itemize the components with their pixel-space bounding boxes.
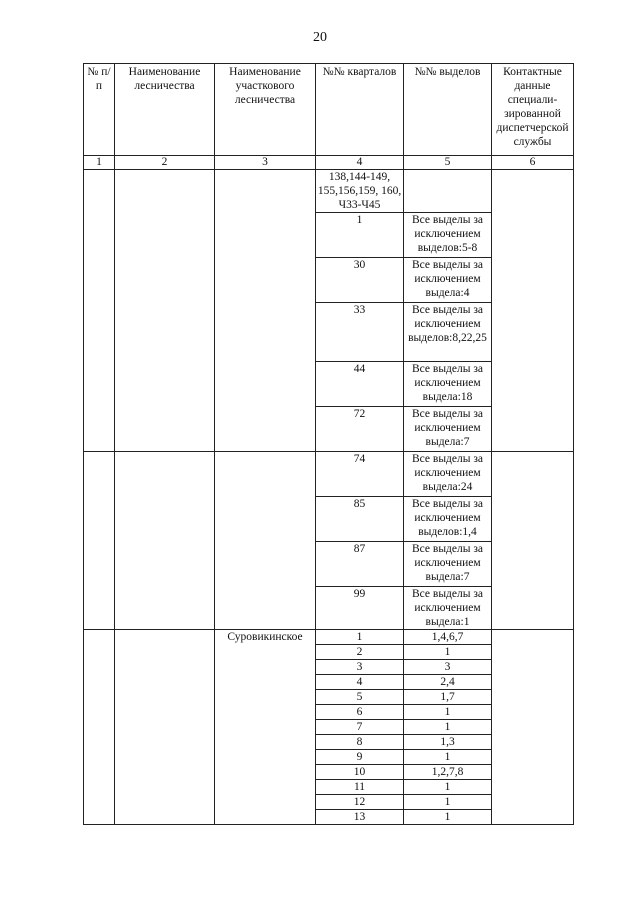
column-number: 3 [215, 156, 316, 170]
quarter-cell: 99 [316, 587, 404, 630]
division-cell: Все выделы за исключением выдела:7 [404, 542, 492, 587]
quarter-cell: 85 [316, 497, 404, 542]
forestry-cell [115, 170, 215, 452]
index-cell [84, 170, 115, 452]
table-row [84, 630, 574, 645]
index-cell [84, 452, 115, 630]
quarter-cell: 9 [316, 750, 404, 765]
quarter-cell: 6 [316, 705, 404, 720]
column-number: 6 [492, 156, 574, 170]
quarter-cell: 72 [316, 407, 404, 452]
quarter-cell: 13 [316, 810, 404, 825]
division-cell: 1 [404, 645, 492, 660]
division-cell: 1,3 [404, 735, 492, 750]
quarter-cell: 3 [316, 660, 404, 675]
division-cell: Все выделы за исключением выделов:1,4 [404, 497, 492, 542]
quarter-cell: 11 [316, 780, 404, 795]
quarter-cell: 1 [316, 630, 404, 645]
header-cell: №№ кварталов [316, 64, 404, 156]
contact-cell [492, 452, 574, 630]
quarter-cell: 1 [316, 213, 404, 258]
division-cell: 1 [404, 720, 492, 735]
index-cell [84, 630, 115, 825]
table-body [84, 170, 574, 825]
table-row [84, 452, 574, 497]
quarter-cell: 5 [316, 690, 404, 705]
header-cell: Наименование участкового лесничества [215, 64, 316, 156]
district-cell [215, 170, 316, 452]
division-cell: Все выделы за исключением выделов:8,22,25 [404, 303, 492, 362]
division-cell: Все выделы за исключением выдела:7 [404, 407, 492, 452]
division-cell: 1 [404, 750, 492, 765]
header-cell: № п/п [84, 64, 115, 156]
header-cell: Наименование лесничества [115, 64, 215, 156]
district-cell: Суровикинское [215, 630, 316, 825]
division-cell: 2,4 [404, 675, 492, 690]
column-number: 4 [316, 156, 404, 170]
quarter-cell: 12 [316, 795, 404, 810]
header-row [84, 64, 574, 156]
quarter-cell: 33 [316, 303, 404, 362]
column-number: 2 [115, 156, 215, 170]
contact-cell [492, 630, 574, 825]
forestry-cell [115, 452, 215, 630]
quarter-cell: 7 [316, 720, 404, 735]
quarter-cell: 8 [316, 735, 404, 750]
page-number: 20 [313, 30, 327, 45]
division-cell: 1 [404, 810, 492, 825]
contact-cell [492, 170, 574, 452]
quarter-cell: 4 [316, 675, 404, 690]
district-cell [215, 452, 316, 630]
division-cell: Все выделы за исключением выдела:1 [404, 587, 492, 630]
division-cell [404, 170, 492, 213]
header-cell: №№ выделов [404, 64, 492, 156]
division-cell: 1,4,6,7 [404, 630, 492, 645]
division-cell: 1,7 [404, 690, 492, 705]
table-row [84, 170, 574, 213]
quarter-cell: 10 [316, 765, 404, 780]
forestry-cell [115, 630, 215, 825]
quarter-cell: 138,144-149, 155,156,159, 160, Ч33-Ч45 [316, 170, 404, 213]
forest-quarters-table [83, 63, 574, 825]
column-number: 5 [404, 156, 492, 170]
division-cell: 1,2,7,8 [404, 765, 492, 780]
quarter-cell: 30 [316, 258, 404, 303]
quarter-cell: 2 [316, 645, 404, 660]
division-cell: Все выделы за исключением выделов:5-8 [404, 213, 492, 258]
division-cell: 3 [404, 660, 492, 675]
quarter-cell: 74 [316, 452, 404, 497]
division-cell: Все выделы за исключением выдела:24 [404, 452, 492, 497]
division-cell: Все выделы за исключением выдела:4 [404, 258, 492, 303]
division-cell: Все выделы за исключением выдела:18 [404, 362, 492, 407]
division-cell: 1 [404, 795, 492, 810]
quarter-cell: 87 [316, 542, 404, 587]
quarter-cell: 44 [316, 362, 404, 407]
column-number-row [84, 156, 574, 170]
column-number: 1 [84, 156, 115, 170]
division-cell: 1 [404, 780, 492, 795]
division-cell: 1 [404, 705, 492, 720]
header-cell: Контактные данные специали-зированной диспетчерской службы [492, 64, 574, 156]
